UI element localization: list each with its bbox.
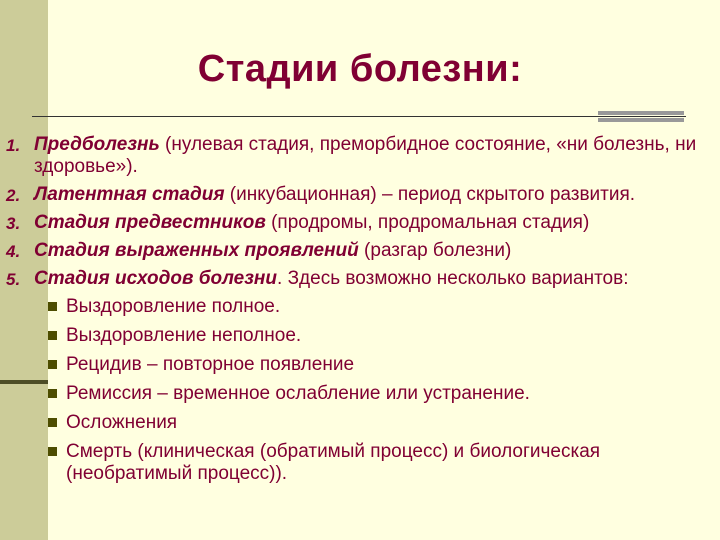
list-item: [0, 441, 700, 485]
stage-number: 3.: [6, 214, 21, 233]
outcome-text: Выздоровление полное.: [66, 296, 281, 317]
stage-item: [0, 268, 700, 290]
stage-item: [0, 134, 700, 178]
list-item: [0, 354, 700, 376]
outcome-text: Смерть (клиническая (обратимый процесс) и биологическая (необратимый процесс)).: [66, 441, 601, 484]
stage-item: [0, 184, 700, 206]
square-bullet-icon: [48, 389, 57, 398]
stage-term: Латентная стадия: [34, 184, 225, 205]
stage-term: Предболезнь: [34, 134, 160, 155]
stage-description: (продромы, продромальная стадия): [265, 212, 590, 233]
square-bullet-icon: [48, 447, 57, 456]
stage-term: Стадия исходов болезни: [34, 268, 278, 289]
stage-number: 4.: [6, 242, 21, 261]
rule-accent-top: [598, 111, 684, 115]
outcome-text: Выздоровление неполное.: [66, 325, 302, 346]
outcome-text: Осложнения: [66, 412, 178, 433]
slide-content: [0, 134, 700, 492]
list-item: [0, 325, 700, 347]
list-item: [0, 383, 700, 405]
title-rule: [32, 116, 686, 117]
outcome-text: Рецидив – повторное появление: [66, 354, 355, 375]
list-item: [0, 296, 700, 318]
stage-item: [0, 212, 700, 234]
rule-accent-bottom: [598, 118, 684, 122]
square-bullet-icon: [48, 360, 57, 369]
stage-item: [0, 240, 700, 262]
stage-term: Стадия выраженных проявлений: [34, 240, 359, 261]
outcome-list: [0, 296, 700, 485]
stage-description: . Здесь возможно несколько вариантов:: [277, 268, 629, 289]
stage-description: (инкубационная) – период скрытого развития.: [224, 184, 636, 205]
square-bullet-icon: [48, 302, 57, 311]
stage-description: (разгар болезни): [358, 240, 512, 261]
stage-description: (нулевая стадия, преморбидное состояние, «ни болезнь, ни здоровье»).: [34, 134, 697, 177]
square-bullet-icon: [48, 331, 57, 340]
stage-number: 5.: [6, 270, 21, 289]
stage-number: 2.: [6, 186, 21, 205]
slide-title: Стадии болезни:: [197, 48, 523, 90]
stage-term: Стадия предвестников: [34, 212, 266, 233]
outcome-text: Ремиссия – временное ослабление или устранение.: [66, 383, 530, 404]
square-bullet-icon: [48, 418, 57, 427]
list-item: [0, 412, 700, 434]
stage-number: 1.: [6, 136, 21, 155]
